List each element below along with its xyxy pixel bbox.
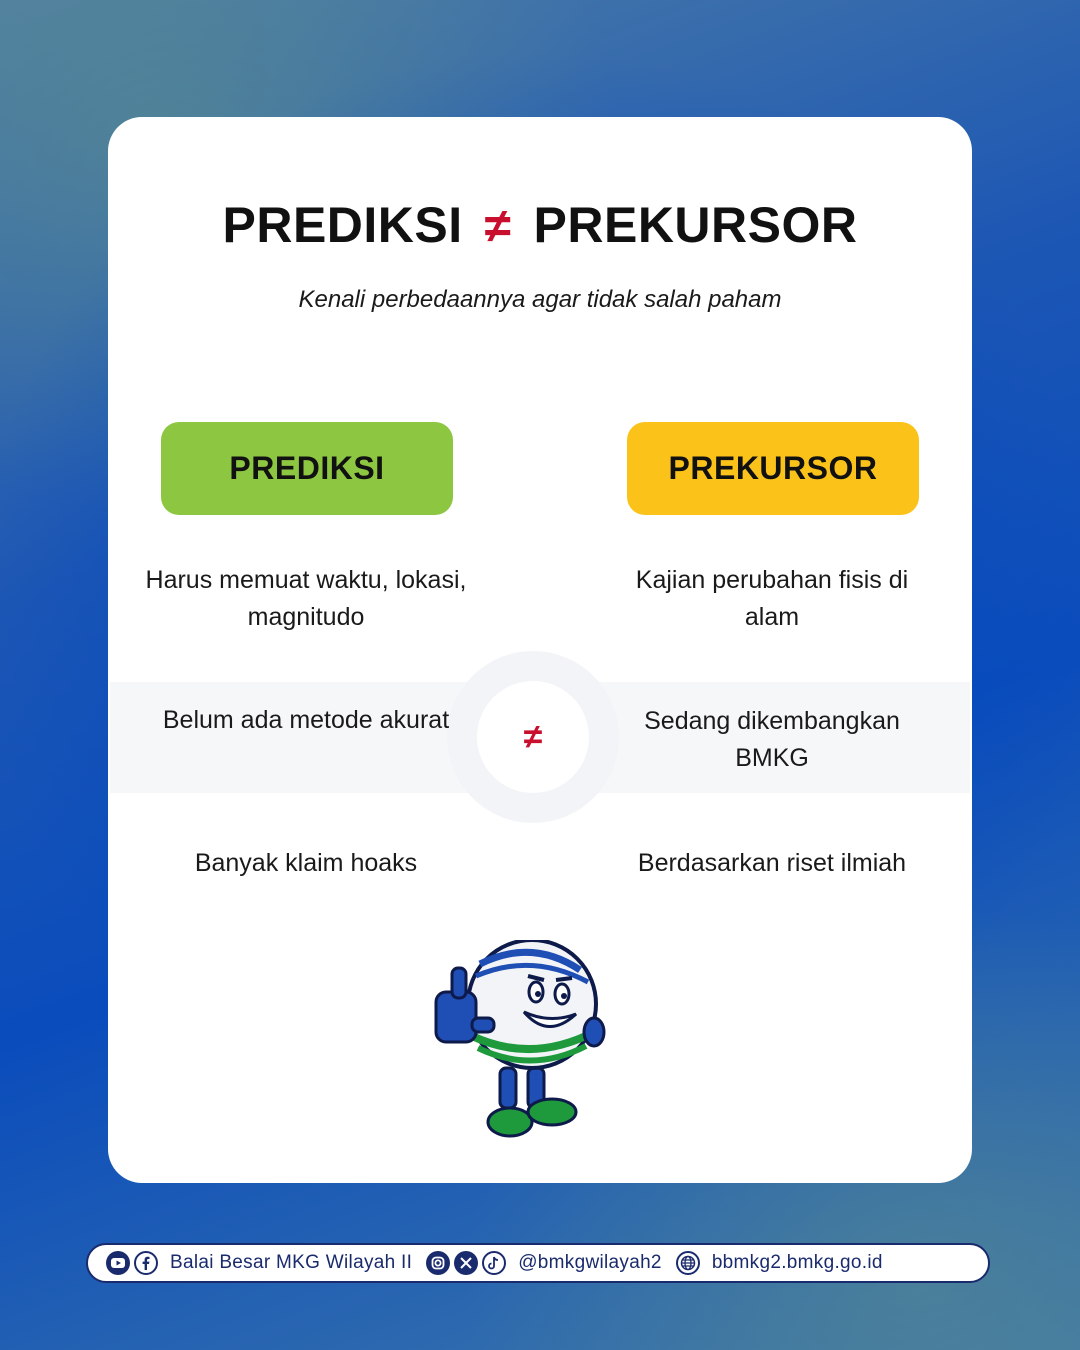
social-handle[interactable]: @bmkgwilayah2	[518, 1252, 662, 1273]
prekursor-item-1: Kajian perubahan fisis di alam	[635, 566, 909, 631]
footer-bar	[86, 1243, 990, 1283]
facebook-icon[interactable]	[134, 1251, 158, 1275]
prediksi-item-1: Harus memuat waktu, lokasi, magnitudo	[145, 566, 467, 631]
prekursor-label: PREKURSOR	[627, 422, 919, 515]
website-link[interactable]: bbmkg2.bmkg.go.id	[711, 1252, 883, 1273]
youtube-icon[interactable]	[106, 1251, 130, 1275]
tiktok-icon[interactable]	[482, 1251, 506, 1275]
center-not-equal-icon: ≠	[477, 681, 589, 793]
title-left: PREDIKSI	[222, 197, 463, 253]
page-title	[0, 192, 1080, 260]
x-icon[interactable]	[454, 1251, 478, 1275]
globe-icon	[676, 1251, 700, 1275]
prekursor-item-2: Sedang dikembangkan BMKG	[644, 707, 900, 772]
prediksi-label: PREDIKSI	[161, 422, 453, 515]
prekursor-item-3: Berdasarkan riset ilmiah	[637, 849, 907, 877]
not-equal-icon: ≠	[484, 200, 512, 253]
title-right: PREKURSOR	[533, 197, 858, 253]
subtitle: Kenali perbedaannya agar tidak salah paham	[298, 286, 782, 313]
prediksi-item-2: Belum ada metode akurat	[162, 706, 450, 734]
bmkg-mascot-icon	[428, 940, 608, 1150]
prediksi-item-3: Banyak klaim hoaks	[194, 849, 418, 877]
instagram-icon[interactable]	[426, 1251, 450, 1275]
org-name: Balai Besar MKG Wilayah II	[170, 1252, 413, 1273]
